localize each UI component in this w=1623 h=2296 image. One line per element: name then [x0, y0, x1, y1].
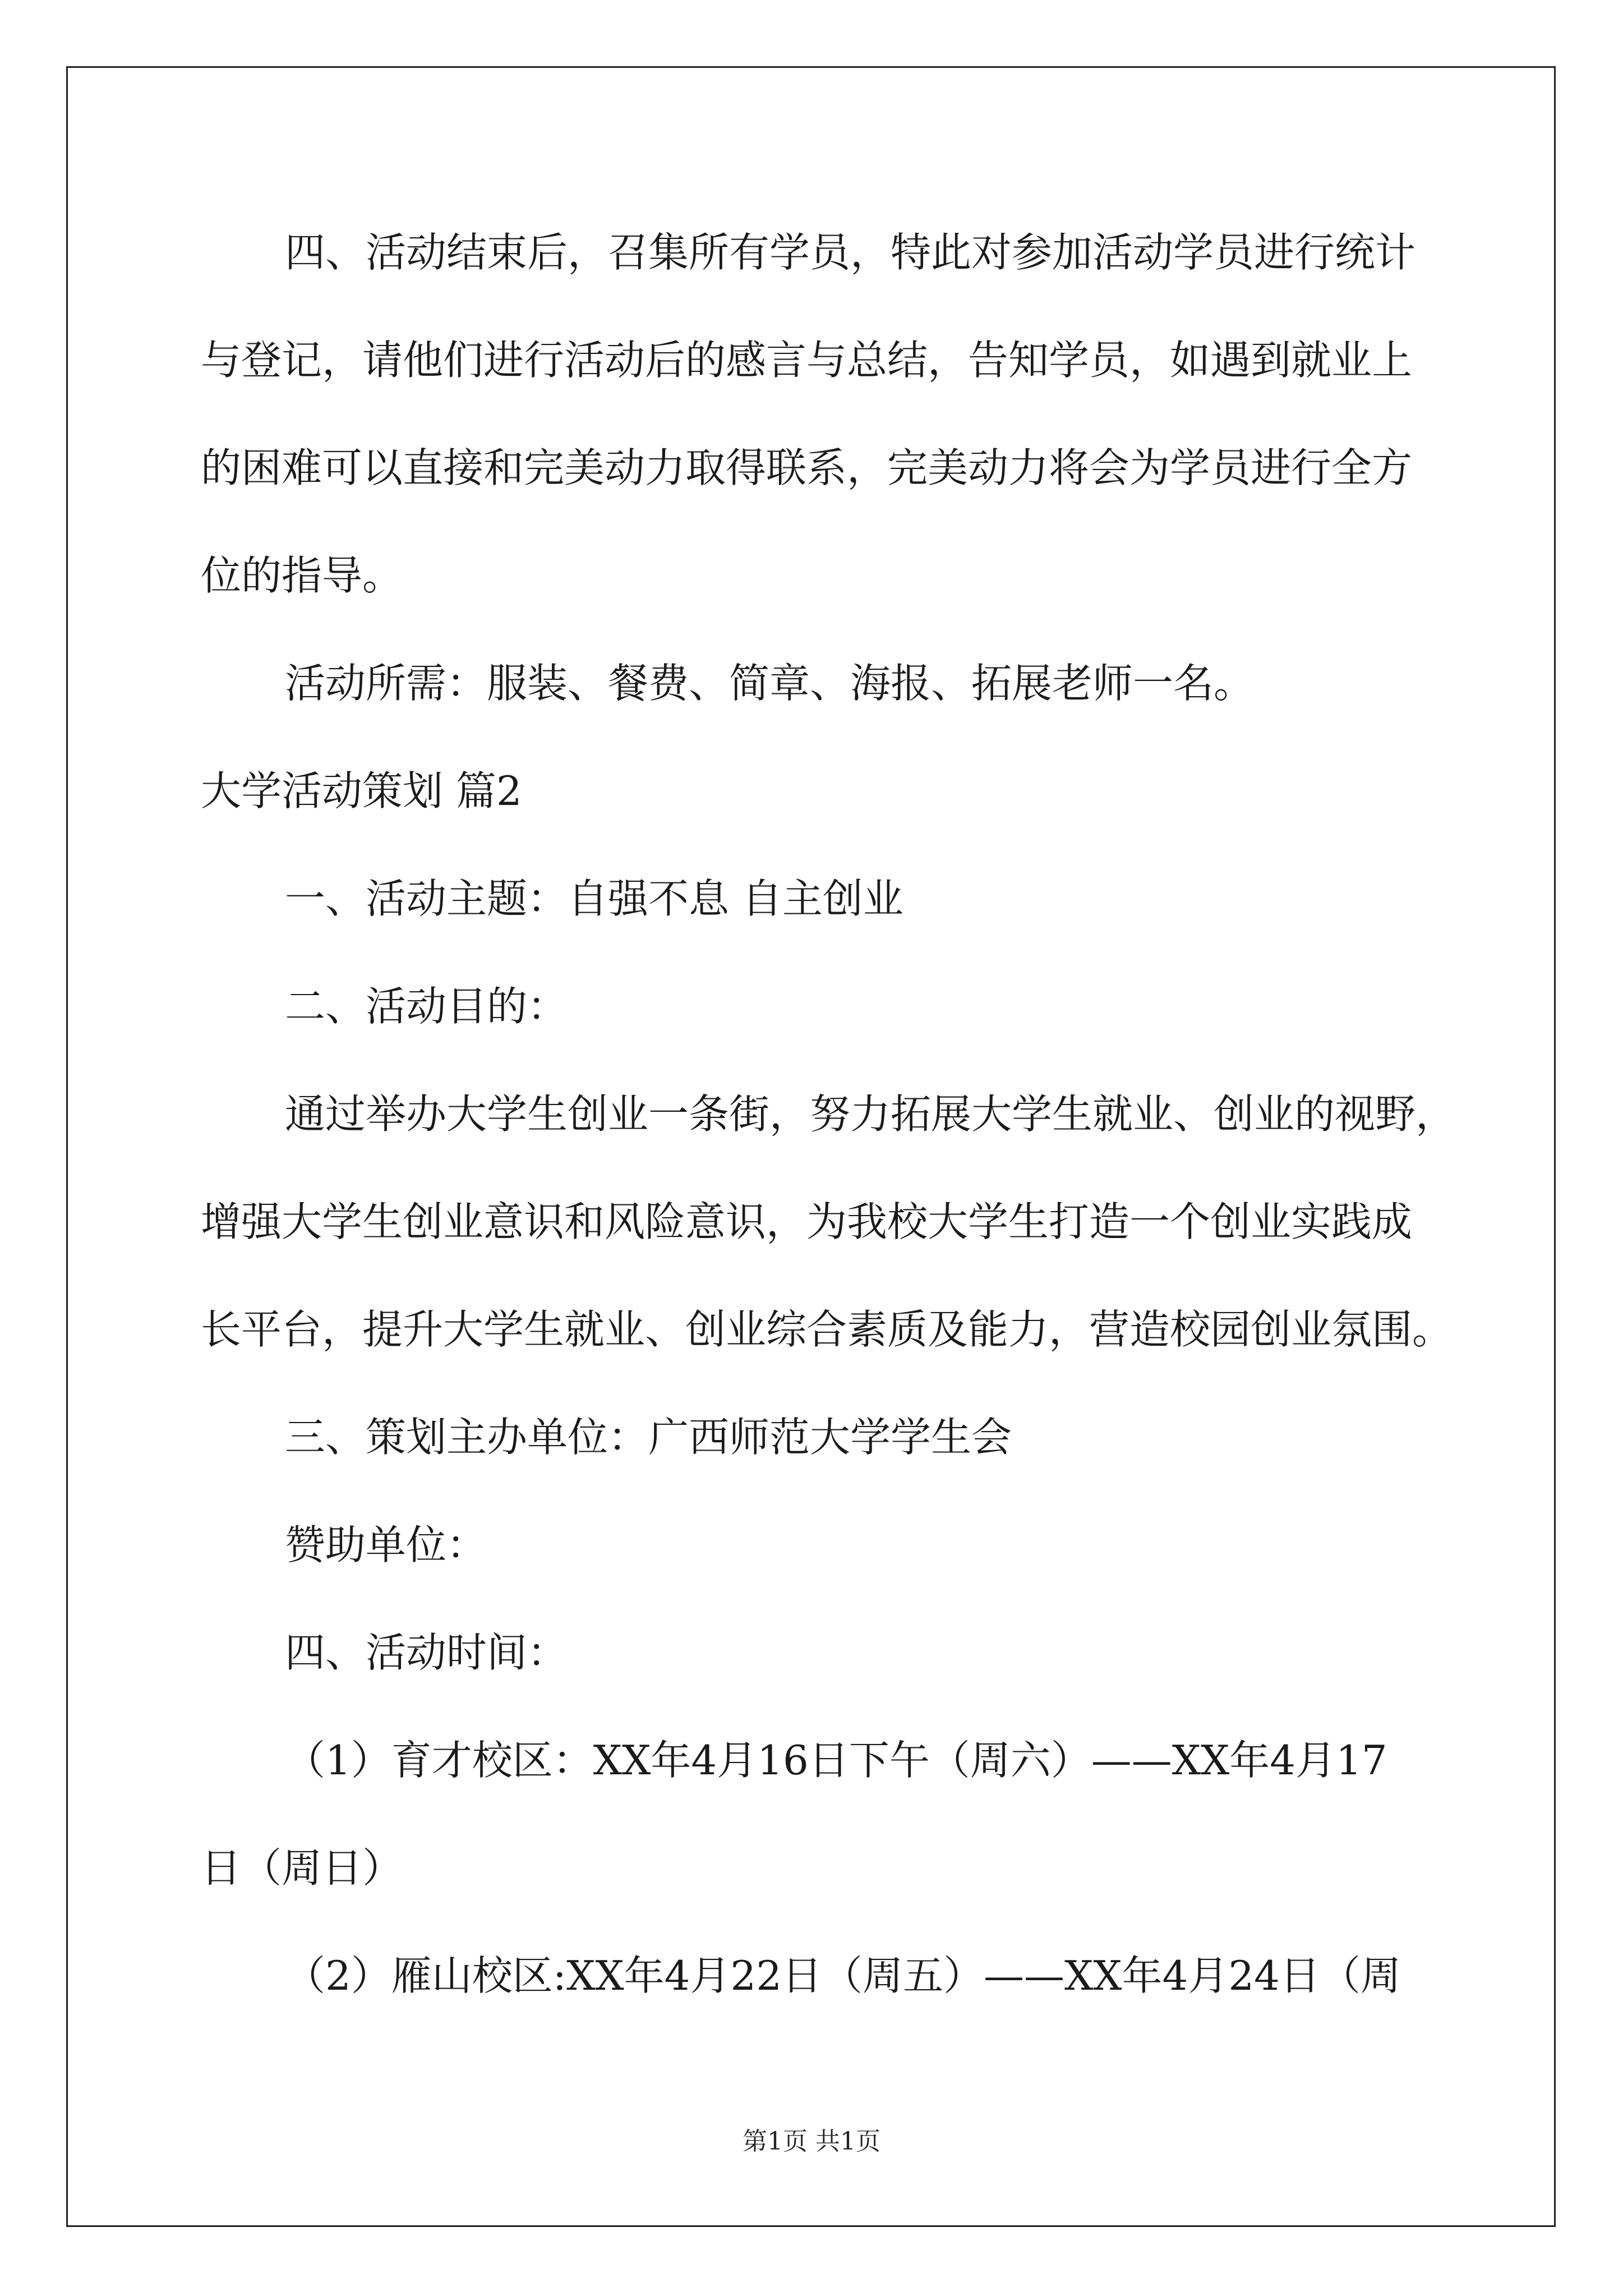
paragraph-line: 四、活动结束后，召集所有学员，特此对参加活动学员进行统计: [285, 229, 1416, 276]
paragraph-line: 日（周日）: [201, 1844, 403, 1892]
paragraph-line: 增强大学生创业意识和风险意识，为我校大学生打造一个创业实践成: [201, 1198, 1413, 1245]
paragraph-line: 位的指导。: [201, 552, 403, 599]
paragraph-line: 长平台，提升大学生就业、创业综合素质及能力，营造校园创业氛围。: [201, 1306, 1453, 1353]
paragraph-line: 活动所需：服装、餐费、简章、海报、拓展老师一名。: [285, 660, 1255, 707]
paragraph-line: （2）雁山校区:XX年4月22日（周五）——XX年4月24日（周: [285, 1952, 1401, 1999]
page-footer: 第1页 共1页: [743, 2127, 880, 2156]
paragraph-line: 通过举办大学生创业一条街，努力拓展大学生就业、创业的视野，: [285, 1091, 1456, 1138]
paragraph-line: （1）育才校区：XX年4月16日下午（周六）——XX年4月17: [285, 1737, 1387, 1784]
paragraph-line: 的困难可以直接和完美动力取得联系，完美动力将会为学员进行全方: [201, 444, 1413, 491]
section-heading: 大学活动策划 篇2: [201, 767, 522, 815]
page-border: [66, 66, 1556, 2227]
paragraph-line: 二、活动目的：: [285, 983, 568, 1030]
paragraph-line: 一、活动主题：自强不息 自主创业: [285, 875, 903, 922]
paragraph-line: 赞助单位：: [285, 1521, 487, 1568]
paragraph-line: 三、策划主办单位：广西师范大学学生会: [285, 1414, 1012, 1461]
paragraph-line: 与登记，请他们进行活动后的感言与总结，告知学员，如遇到就业上: [201, 337, 1413, 384]
paragraph-line: 四、活动时间：: [285, 1629, 568, 1676]
